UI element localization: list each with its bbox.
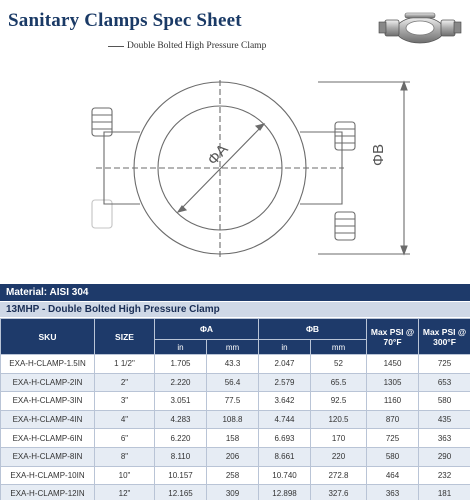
dim-a-label: ΦA [204, 140, 232, 169]
cell-sku: EXA-H-CLAMP-3IN [1, 392, 95, 411]
table-row [1, 373, 470, 392]
cell-size: 10" [95, 466, 155, 485]
cell-b-in: 2.579 [259, 373, 311, 392]
cell-sku: EXA-H-CLAMP-12IN [1, 485, 95, 500]
col-header-a-mm: mm [207, 340, 259, 355]
max-psi-300-line2: 300°F [433, 336, 456, 347]
col-header-phi-b: ΦB [259, 319, 367, 340]
cell-b-in: 2.047 [259, 355, 311, 374]
cell-psi-300: 290 [419, 447, 470, 466]
cell-a-mm: 158 [207, 429, 259, 448]
page-title: Sanitary Clamps Spec Sheet [8, 10, 242, 31]
clamp-product-photo [375, 6, 465, 50]
cell-size: 12" [95, 485, 155, 500]
cell-psi-300: 725 [419, 355, 470, 374]
cell-size: 3" [95, 392, 155, 411]
col-header-b-mm: mm [311, 340, 367, 355]
cell-b-mm: 220 [311, 447, 367, 466]
cell-a-in: 12.165 [155, 485, 207, 500]
cell-b-mm: 92.5 [311, 392, 367, 411]
cell-b-mm: 170 [311, 429, 367, 448]
col-header-size: SIZE [95, 319, 155, 355]
subtitle-rule [108, 46, 124, 47]
cell-a-mm: 309 [207, 485, 259, 500]
cell-a-in: 6.220 [155, 429, 207, 448]
cell-psi-70: 363 [367, 485, 419, 500]
cell-psi-70: 1450 [367, 355, 419, 374]
cell-size: 1 1/2" [95, 355, 155, 374]
table-row [1, 429, 470, 448]
cell-a-in: 3.051 [155, 392, 207, 411]
cell-sku: EXA-H-CLAMP-10IN [1, 466, 95, 485]
col-header-sku: SKU [1, 319, 95, 355]
cell-psi-70: 580 [367, 447, 419, 466]
cell-a-mm: 258 [207, 466, 259, 485]
col-header-a-in: in [155, 340, 207, 355]
cell-a-mm: 206 [207, 447, 259, 466]
table-row [1, 447, 470, 466]
cell-a-in: 10.157 [155, 466, 207, 485]
cell-b-in: 3.642 [259, 392, 311, 411]
cell-sku: EXA-H-CLAMP-6IN [1, 429, 95, 448]
cell-b-mm: 327.6 [311, 485, 367, 500]
cell-psi-70: 870 [367, 410, 419, 429]
table-row [1, 410, 470, 429]
spec-table-section [0, 284, 470, 500]
cell-a-mm: 43.3 [207, 355, 259, 374]
cell-b-mm: 65.5 [311, 373, 367, 392]
cell-psi-300: 363 [419, 429, 470, 448]
max-psi-70-line1: Max PSI @ [370, 326, 415, 337]
cell-psi-70: 725 [367, 429, 419, 448]
table-row [1, 466, 470, 485]
cell-psi-70: 1305 [367, 373, 419, 392]
clamp-technical-drawing [0, 62, 470, 280]
cell-a-mm: 108.8 [207, 410, 259, 429]
cell-b-mm: 120.5 [311, 410, 367, 429]
cell-psi-70: 1160 [367, 392, 419, 411]
cell-psi-70: 464 [367, 466, 419, 485]
product-line-band: 13MHP - Double Bolted High Pressure Clamp [0, 302, 470, 317]
col-header-phi-a: ΦA [155, 319, 259, 340]
cell-a-mm: 77.5 [207, 392, 259, 411]
col-header-max-psi-300 [419, 319, 470, 355]
cell-size: 2" [95, 373, 155, 392]
cell-b-in: 4.744 [259, 410, 311, 429]
table-row [1, 392, 470, 411]
col-header-b-in: in [259, 340, 311, 355]
cell-b-in: 8.661 [259, 447, 311, 466]
header [0, 0, 470, 62]
subtitle-row [108, 41, 266, 51]
page-subtitle: Double Bolted High Pressure Clamp [127, 41, 267, 51]
cell-psi-300: 181 [419, 485, 470, 500]
cell-sku: EXA-H-CLAMP-8IN [1, 447, 95, 466]
cell-b-in: 6.693 [259, 429, 311, 448]
cell-a-in: 8.110 [155, 447, 207, 466]
cell-sku: EXA-H-CLAMP-4IN [1, 410, 95, 429]
max-psi-300-line1: Max PSI @ [422, 326, 467, 337]
cell-a-in: 4.283 [155, 410, 207, 429]
material-band: Material: AISI 304 [0, 284, 470, 301]
cell-psi-300: 435 [419, 410, 470, 429]
table-row [1, 485, 470, 500]
cell-sku: EXA-H-CLAMP-1.5IN [1, 355, 95, 374]
cell-a-mm: 56.4 [207, 373, 259, 392]
cell-psi-300: 653 [419, 373, 470, 392]
cell-psi-300: 232 [419, 466, 470, 485]
cell-b-in: 12.898 [259, 485, 311, 500]
cell-b-mm: 272.8 [311, 466, 367, 485]
cell-b-in: 10.740 [259, 466, 311, 485]
cell-size: 8" [95, 447, 155, 466]
spec-table [0, 318, 470, 500]
table-row [1, 355, 470, 374]
cell-a-in: 1.705 [155, 355, 207, 374]
max-psi-70-line2: 70°F [383, 336, 402, 347]
dim-b-label: ΦB [370, 144, 387, 166]
cell-b-mm: 52 [311, 355, 367, 374]
col-header-max-psi-70 [367, 319, 419, 355]
cell-a-in: 2.220 [155, 373, 207, 392]
cell-psi-300: 580 [419, 392, 470, 411]
cell-size: 6" [95, 429, 155, 448]
cell-size: 4" [95, 410, 155, 429]
cell-sku: EXA-H-CLAMP-2IN [1, 373, 95, 392]
